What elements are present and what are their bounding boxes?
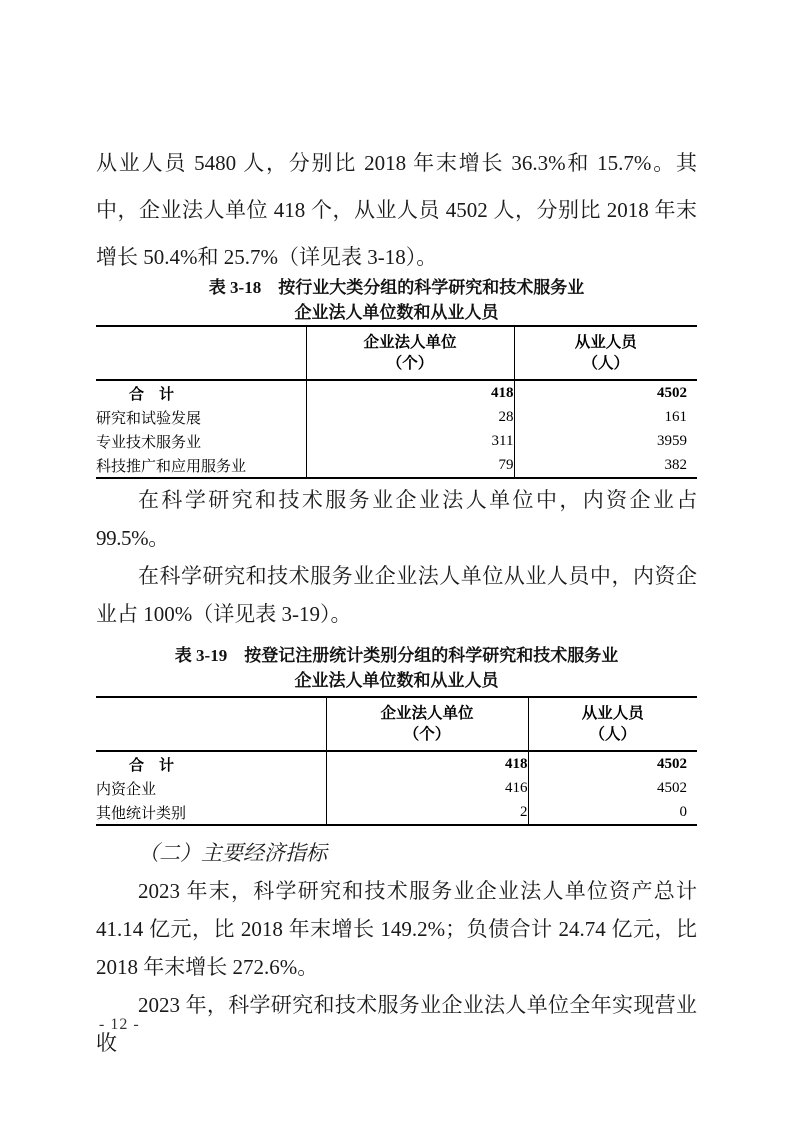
column-title: 企业法人单位 [380, 705, 474, 722]
table-row-total [96, 751, 697, 776]
table-3-19 [96, 696, 697, 826]
column-unit: （人） [589, 726, 636, 743]
paragraph-assets-liabilities: 2023 年末，科学研究和技术服务业企业法人单位资产总计 41.14 亿元，比 2018 年末增长 149.2%；负债合计 24.74 亿元，比 2018 年末增长 272.6%。 [96, 879, 697, 979]
table-row [96, 405, 697, 429]
table-header-row [96, 326, 697, 380]
table-row [96, 429, 697, 453]
row-label: 其他统计类别 [96, 805, 187, 822]
cell-legal-units: 416 [326, 776, 528, 800]
row-label: 专业技术服务业 [96, 434, 202, 451]
column-header-employees [528, 697, 697, 751]
page-content [96, 0, 697, 1062]
column-unit: （人） [582, 355, 629, 372]
table-corner-cell [96, 326, 306, 380]
table-row-total [96, 380, 697, 405]
cell-employees: 4502 [528, 751, 697, 776]
page-number: - 12 - [99, 1016, 140, 1033]
column-title: 企业法人单位 [363, 334, 457, 351]
table-3-18-header [96, 326, 697, 380]
paragraph-domestic-share-employees: 在科学研究和技术服务业企业法人单位从业人员中，内资企业占 100%（详见表 3-19）。 [96, 564, 697, 626]
table-3-19-header [96, 697, 697, 751]
row-label: 研究和试验发展 [96, 410, 202, 427]
cell-employees: 4502 [528, 776, 697, 800]
column-title: 从业人员 [574, 334, 637, 351]
table-3-18-title [96, 275, 697, 325]
cell-legal-units: 311 [306, 429, 514, 453]
column-title: 从业人员 [581, 705, 644, 722]
table-3-19-title-line1: 表 3-19 按登记注册统计类别分组的科学研究和技术服务业 [174, 646, 619, 665]
column-unit: （个） [403, 726, 451, 743]
table-3-18 [96, 325, 697, 479]
table-3-18-title-line2: 企业法人单位数和从业人员 [294, 303, 499, 322]
table-3-18-title-line1: 表 3-18 按行业大类分组的科学研究和技术服务业 [208, 278, 585, 297]
column-header-employees [514, 326, 697, 380]
table-row [96, 800, 697, 825]
cell-employees: 4502 [514, 380, 697, 405]
column-header-legal-units [326, 697, 528, 751]
cell-legal-units: 418 [326, 751, 528, 776]
table-header-row [96, 697, 697, 751]
cell-employees: 161 [514, 405, 697, 429]
paragraph-employment-growth: 从业人员 5480 人，分别比 2018 年末增长 36.3%和 15.7%。其中，企业法人单位 418 个，从业人员 4502 人，分别比 2018 年末增长 50.4%和 25.7%（详见表 3-18）。 [96, 151, 697, 269]
paragraph-operating-revenue: 2023 年，科学研究和技术服务业企业法人单位全年实现营业收 [96, 993, 697, 1055]
table-3-18-body [96, 380, 697, 478]
table-3-19-title [96, 643, 697, 693]
cell-employees: 382 [514, 453, 697, 478]
row-label: 科技推广和应用服务业 [96, 458, 247, 475]
column-unit: （个） [386, 355, 434, 372]
column-header-legal-units [306, 326, 514, 380]
table-row [96, 453, 697, 478]
row-label: 合 计 [129, 757, 175, 774]
cell-legal-units: 418 [306, 380, 514, 405]
paragraph-domestic-share-units: 在科学研究和技术服务业企业法人单位中，内资企业占 99.5%。 [96, 488, 697, 550]
table-3-19-body [96, 751, 697, 825]
cell-legal-units: 2 [326, 800, 528, 825]
cell-legal-units: 79 [306, 453, 514, 478]
row-label: 内资企业 [96, 781, 157, 798]
row-label: 合 计 [129, 386, 175, 403]
table-3-19-title-line2: 企业法人单位数和从业人员 [294, 671, 499, 690]
cell-legal-units: 28 [306, 405, 514, 429]
section-heading-economic-indicators: （二）主要经济指标 [138, 841, 327, 865]
cell-employees: 0 [528, 800, 697, 825]
cell-employees: 3959 [514, 429, 697, 453]
table-corner-cell [96, 697, 326, 751]
table-row [96, 776, 697, 800]
